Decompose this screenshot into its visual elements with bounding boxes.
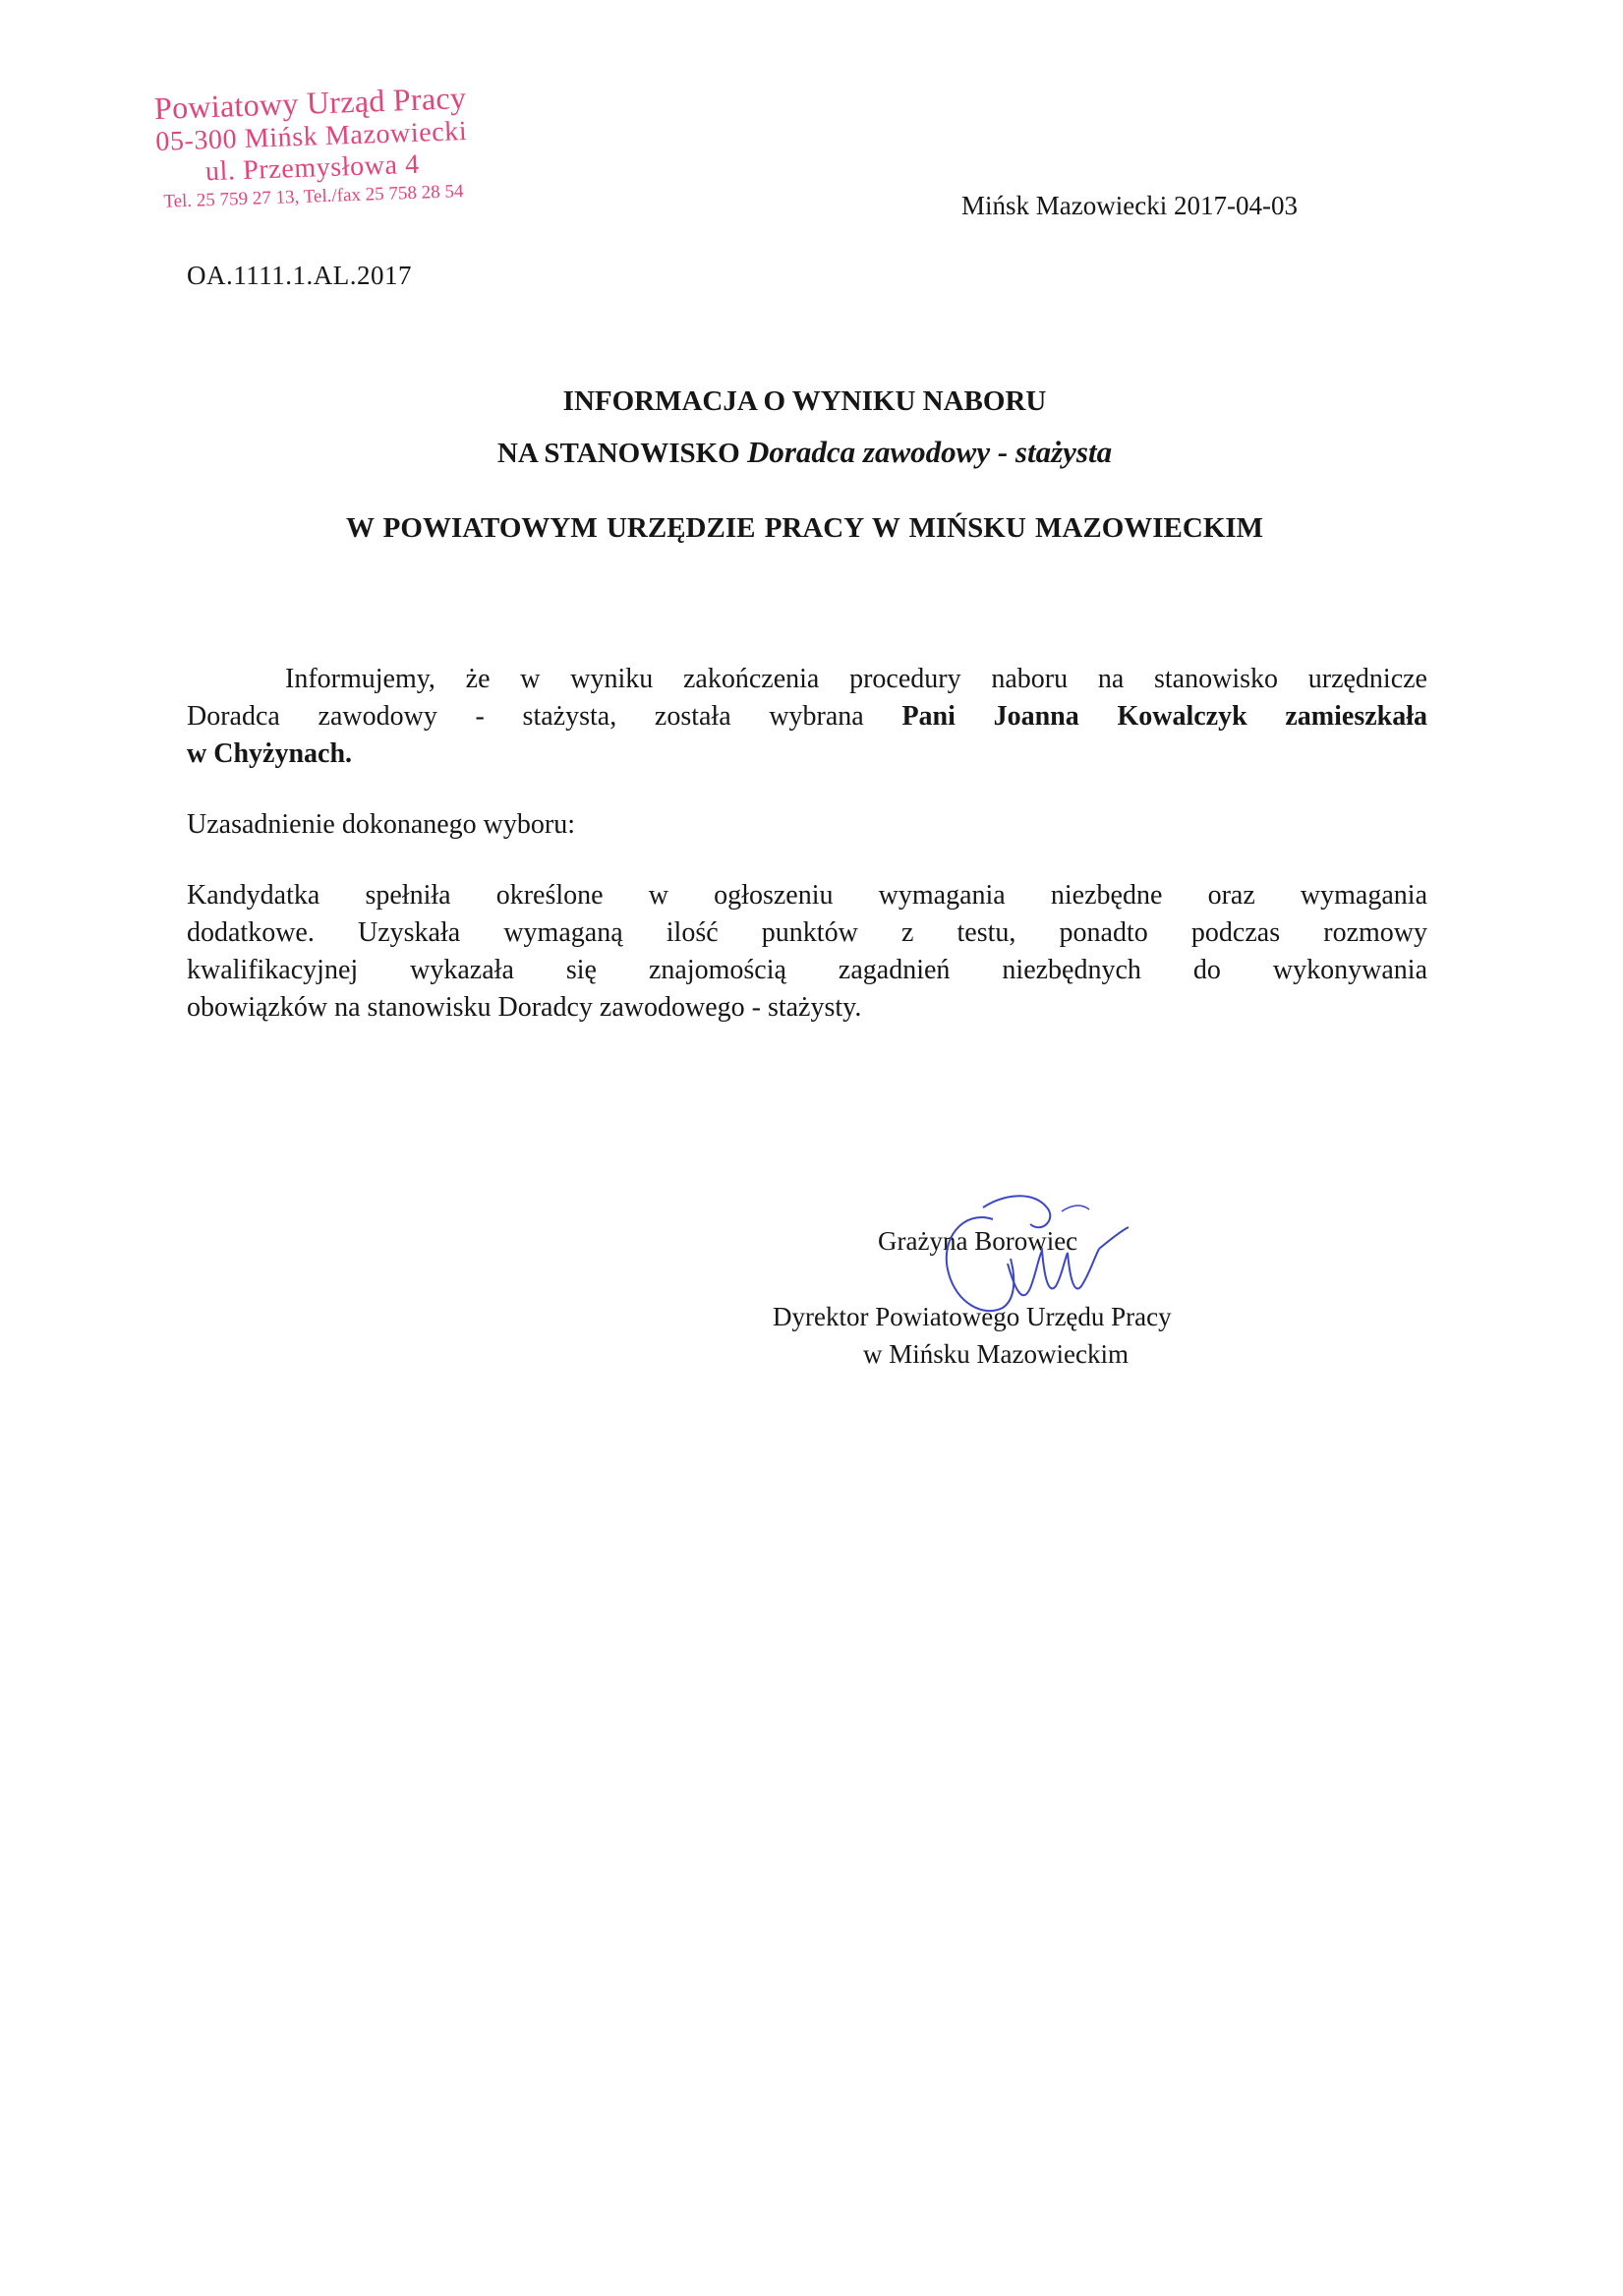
paragraph-2-line-4: obowiązków na stanowisku Doradcy zawodowego - stażysty.	[187, 992, 862, 1023]
signatory-name: Grażyna Borowiec	[878, 1226, 1078, 1256]
selected-candidate-name: Pani Joanna Kowalczyk	[901, 701, 1247, 732]
stamp-line-office: Powiatowy Urząd Pracy	[153, 80, 467, 127]
title-line-2-prefix: NA STANOWISKO	[496, 438, 740, 469]
paragraph-2-line-1: Kandydatka spełniła określone w ogłoszeniu wymagania niezbędne oraz wymagania	[187, 880, 1427, 911]
stamp-line-phone: Tel. 25 759 27 13, Tel./fax 25 758 28 54	[163, 181, 464, 212]
paragraph-1-line-1: Informujemy, że w wyniku zakończenia procedury naboru na stanowisko urzędnicze	[285, 664, 1427, 694]
signatory-title-line-1: Dyrektor Powiatowego Urzędu Pracy	[773, 1302, 1172, 1331]
justification-heading: Uzasadnienie dokonanego wyboru:	[187, 809, 575, 840]
paragraph-1	[187, 661, 1427, 773]
office-stamp	[128, 78, 495, 216]
candidate-residence: w Chyżynach.	[187, 738, 353, 769]
title-line-1: INFORMACJA O WYNIKU NABORU	[562, 385, 1047, 417]
paragraph-1-line-2-text: Doradca zawodowy - stażysta, została wybrana	[187, 701, 864, 732]
reference-number: OA.1111.1.AL.2017	[187, 261, 412, 290]
paragraph-1-line-3	[187, 736, 1427, 773]
paragraph-2	[187, 877, 1427, 1027]
title-line-2	[147, 433, 1462, 473]
stamp-line-city: 05-300 Mińsk Mazowiecki	[154, 115, 468, 158]
paragraph-2-line-3: kwalifikacyjnej wykazała się znajomością zagadnień niezbędnych do wykonywania	[187, 955, 1427, 985]
paragraph-1-line-2	[187, 698, 1427, 736]
document-date: Mińsk Mazowiecki 2017-04-03	[961, 191, 1298, 220]
handwritten-signature	[924, 1180, 1150, 1337]
stamp-line-street: ul. Przemysłowa 4	[204, 148, 421, 188]
paragraph-2-line-2: dodatkowe. Uzyskała wymaganą ilość punktów z testu, ponadto podczas rozmowy	[187, 917, 1427, 948]
signatory-title-line-2: w Mińsku Mazowieckim	[863, 1339, 1129, 1369]
title-position-name: Doradca zawodowy - stażysta	[746, 435, 1113, 469]
title-line-3: W POWIATOWYM URZĘDZIE PRACY W MIŃSKU MAZOWIECKIM	[345, 512, 1264, 544]
paragraph-1-residence-label: zamieszkała	[1285, 701, 1427, 732]
